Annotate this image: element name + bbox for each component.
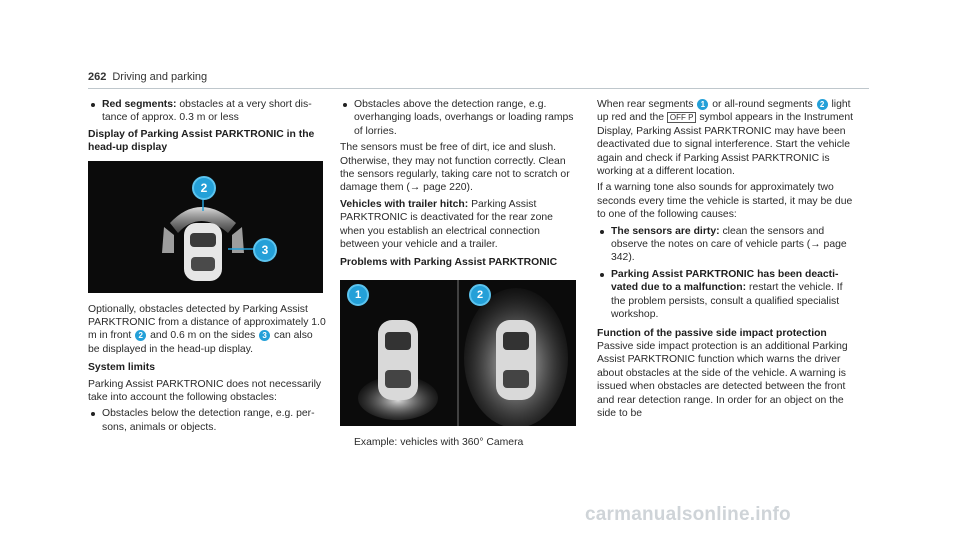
callout-badge: 2 <box>192 176 216 200</box>
bullet-text: clean the sensors and observe the notes on care of vehicle parts (→ page 342). <box>611 225 847 264</box>
callout-badge: 2 <box>135 330 146 341</box>
header-rule <box>88 88 869 89</box>
section-title: Driving and parking <box>112 71 208 83</box>
text-run: When rear segments <box>597 99 697 110</box>
column-2 <box>340 98 576 452</box>
page-number: 262 <box>88 71 107 83</box>
callout-badge: 1 <box>697 99 708 110</box>
paragraph <box>597 98 855 178</box>
callout-badge: 2 <box>469 284 491 306</box>
callout-badge: 3 <box>259 330 270 341</box>
section-heading: Problems with Parking Assist PARKTRONIC <box>340 257 558 269</box>
text-run: and 0.6 m on the sides <box>147 330 259 342</box>
text-run: symbol appears in the Instrument Display, Parking Assist PARKTRONIC may have been deactivated due to signal interference. Start the vehicle again and check if Parking Assist PARKTRONIC is working at a different location. <box>597 112 853 178</box>
column-1 <box>88 98 326 437</box>
bullet-text: restart the vehicle. If the problem persists, consult a qualified specialist workshop. <box>611 282 843 321</box>
text-run: can also be displayed in the head-up display. <box>88 330 313 355</box>
watermark: carmanualsonline.info <box>585 504 791 525</box>
text-run: Parking Assist PARKTRONIC is deactivated for the rear zone when you establish an electrical connection between your vehicle and a trailer. <box>340 198 553 251</box>
list-item <box>597 225 855 265</box>
callout-badge: 3 <box>253 238 277 262</box>
list-item: Obstacles below the detection range, e.g. persons, animals or objects. <box>88 407 326 434</box>
parktronic-off-icon: OFF P <box>667 112 697 123</box>
bullet-text: obstacles at a very short distance of approx. 0.3 m or less <box>102 99 312 124</box>
list-item <box>597 268 855 322</box>
bullet-label: Red segments: <box>102 99 177 110</box>
bullet-label: The sensors are dirty: <box>611 225 720 237</box>
inline-label: Vehicles with trailer hitch: <box>340 198 469 210</box>
page-header <box>88 71 207 84</box>
bullet-label: Parking Assist PARKTRONIC has been deactivated due to a malfunction: <box>611 268 839 294</box>
text-run: light up red and the <box>597 99 851 124</box>
figure-caption: Example: vehicles with 360° Camera <box>354 436 524 448</box>
text-run: Optionally, obstacles detected by Parking Assist PARKTRONIC from a distance of approximately 1.0 m in front <box>88 303 326 342</box>
section-heading: Display of Parking Assist PARKTRONIC in the head-up display <box>88 128 315 154</box>
camera-segments-figure <box>340 280 576 426</box>
callout-badge: 2 <box>817 99 828 110</box>
section-heading: System limits <box>88 362 155 374</box>
text-run: or all-round segments <box>709 99 816 110</box>
list-item: Obstacles above the detection range, e.g. overhanging loads, overhangs or loading ramps of lorries. <box>340 98 576 138</box>
paragraph: If a warning tone also sounds for approximately two seconds every time the vehicle is started, it may be due to one of the following causes: <box>597 182 853 221</box>
list-item <box>88 98 326 125</box>
paragraph <box>340 198 576 252</box>
camera-segments-illustration <box>340 280 576 426</box>
paragraph <box>88 303 326 357</box>
paragraph: The sensors must be free of dirt, ice and slush. Otherwise, they may not function correctly. Clean the sensors regularly, taking care not to scratch or damage them (→ page 220). <box>340 142 570 194</box>
paragraph: Passive side impact protection is an additional Parking Assist PARKTRONIC function which warns the driver about obstacles at the side of the vehicle. A warning is issued when obstacles are detected between the front and rear detection range. In order for an object on the side to be <box>597 340 848 419</box>
paragraph: Parking Assist PARKTRONIC does not necessarily take into account the following obstacles: <box>88 378 322 404</box>
column-3 <box>597 98 855 423</box>
section-heading: Function of the passive side impact protection <box>597 327 827 339</box>
head-up-display-figure <box>88 161 323 293</box>
callout-badge: 1 <box>347 284 369 306</box>
